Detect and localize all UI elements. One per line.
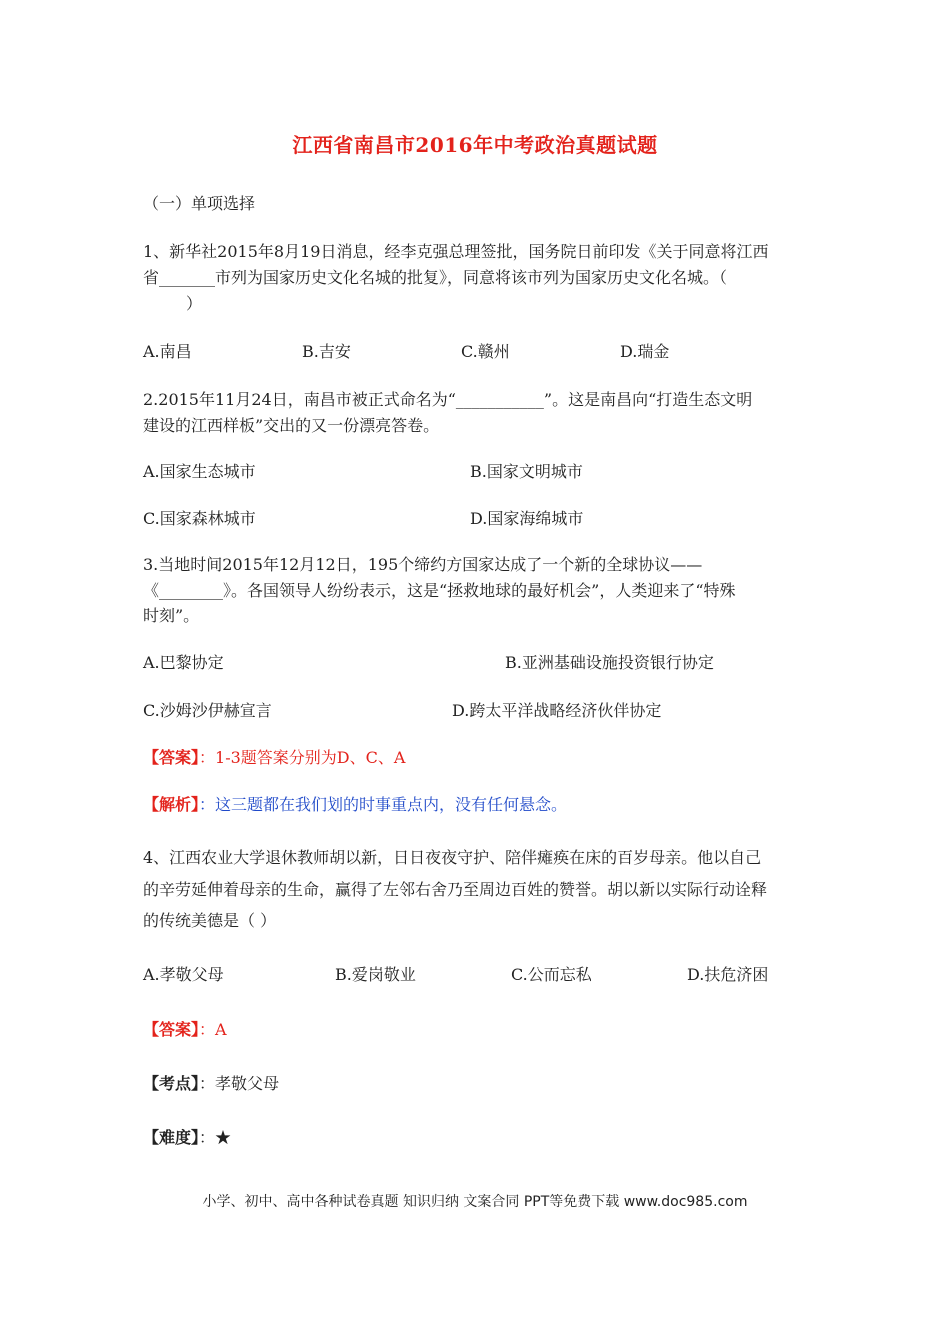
analysis-1-3	[143, 794, 567, 816]
answer-label: 【答案】	[143, 748, 200, 767]
nandu-4	[143, 1127, 231, 1149]
q4-option-c: C.公而忘私	[511, 965, 592, 984]
q2-line-1: 2.2015年11月24日，南昌市被正式命名为“___________”。这是南昌向“打造生态文明	[143, 390, 753, 409]
q1-option-a: A.南昌	[143, 342, 192, 361]
nandu-label: 【难度】	[143, 1128, 200, 1147]
answer-4	[143, 1019, 227, 1041]
q1-line-3: ）	[186, 294, 203, 313]
q4-line-3: 的传统美德是（ ）	[143, 911, 277, 930]
section-heading: （一）单项选择	[143, 194, 256, 213]
q4-option-d: D.扶危济困	[687, 965, 769, 984]
q4-line-1: 4、江西农业大学退休教师胡以新，日日夜夜守护、陪伴瘫痪在床的百岁母亲。他以自己	[143, 848, 762, 867]
page-title: 江西省南昌市2016年中考政治真题试题	[292, 133, 658, 157]
q4-option-a: A.孝敬父母	[143, 965, 224, 984]
q2-option-a: A.国家生态城市	[143, 462, 256, 481]
q2-option-c: C.国家森林城市	[143, 509, 256, 528]
q3-option-a: A.巴黎协定	[143, 653, 224, 672]
q3-line-2: 《________》。各国领导人纷纷表示，这是“拯救地球的最好机会”，人类迎来了“特殊	[143, 581, 736, 600]
q4-line-2: 的辛劳延伸着母亲的生命，赢得了左邻右舍乃至周边百姓的赞誉。胡以新以实际行动诠释	[143, 880, 768, 899]
q1-option-d: D.瑞金	[620, 342, 670, 361]
kaodian-label: 【考点】	[143, 1074, 200, 1093]
analysis-text: ：这三题都在我们划的时事重点内，没有任何悬念。	[199, 795, 568, 814]
answer-label: 【答案】	[143, 1020, 200, 1039]
q2-option-b: B.国家文明城市	[470, 462, 583, 481]
kaodian-text: ：孝敬父母	[199, 1074, 280, 1093]
q4-option-b: B.爱岗敬业	[335, 965, 416, 984]
q1-line-2: 省_______市列为国家历史文化名城的批复》，同意将该市列为国家历史文化名城。（	[143, 268, 728, 287]
answer-1-3	[143, 747, 405, 769]
q2-option-d: D.国家海绵城市	[470, 509, 584, 528]
analysis-label: 【解析】	[143, 795, 200, 814]
q1-option-b: B.吉安	[302, 342, 351, 361]
answer-text: ：1-3题答案分别为D、C、A	[199, 748, 406, 767]
kaodian-4	[143, 1073, 279, 1095]
page-footer: 小学、初中、高中各种试卷真题 知识归纳 文案合同 PPT等免费下载 www.doc985.com	[202, 1194, 748, 1210]
q2-line-2: 建设的江西样板”交出的又一份漂亮答卷。	[143, 416, 440, 435]
q3-line-1: 3.当地时间2015年12月12日，195个缔约方国家达成了一个新的全球协议——	[143, 555, 703, 574]
q3-option-d: D.跨太平洋战略经济伙伴协定	[452, 701, 662, 720]
answer-text: ：A	[199, 1020, 227, 1039]
q1-option-c: C.赣州	[461, 342, 510, 361]
nandu-text: ：★	[199, 1128, 232, 1147]
q3-line-3: 时刻”。	[143, 606, 200, 625]
q3-option-c: C.沙姆沙伊赫宣言	[143, 701, 272, 720]
q3-option-b: B.亚洲基础设施投资银行协定	[505, 653, 714, 672]
q1-line-1: 1、新华社2015年8月19日消息，经李克强总理签批，国务院日前印发《关于同意将江西	[143, 242, 769, 261]
